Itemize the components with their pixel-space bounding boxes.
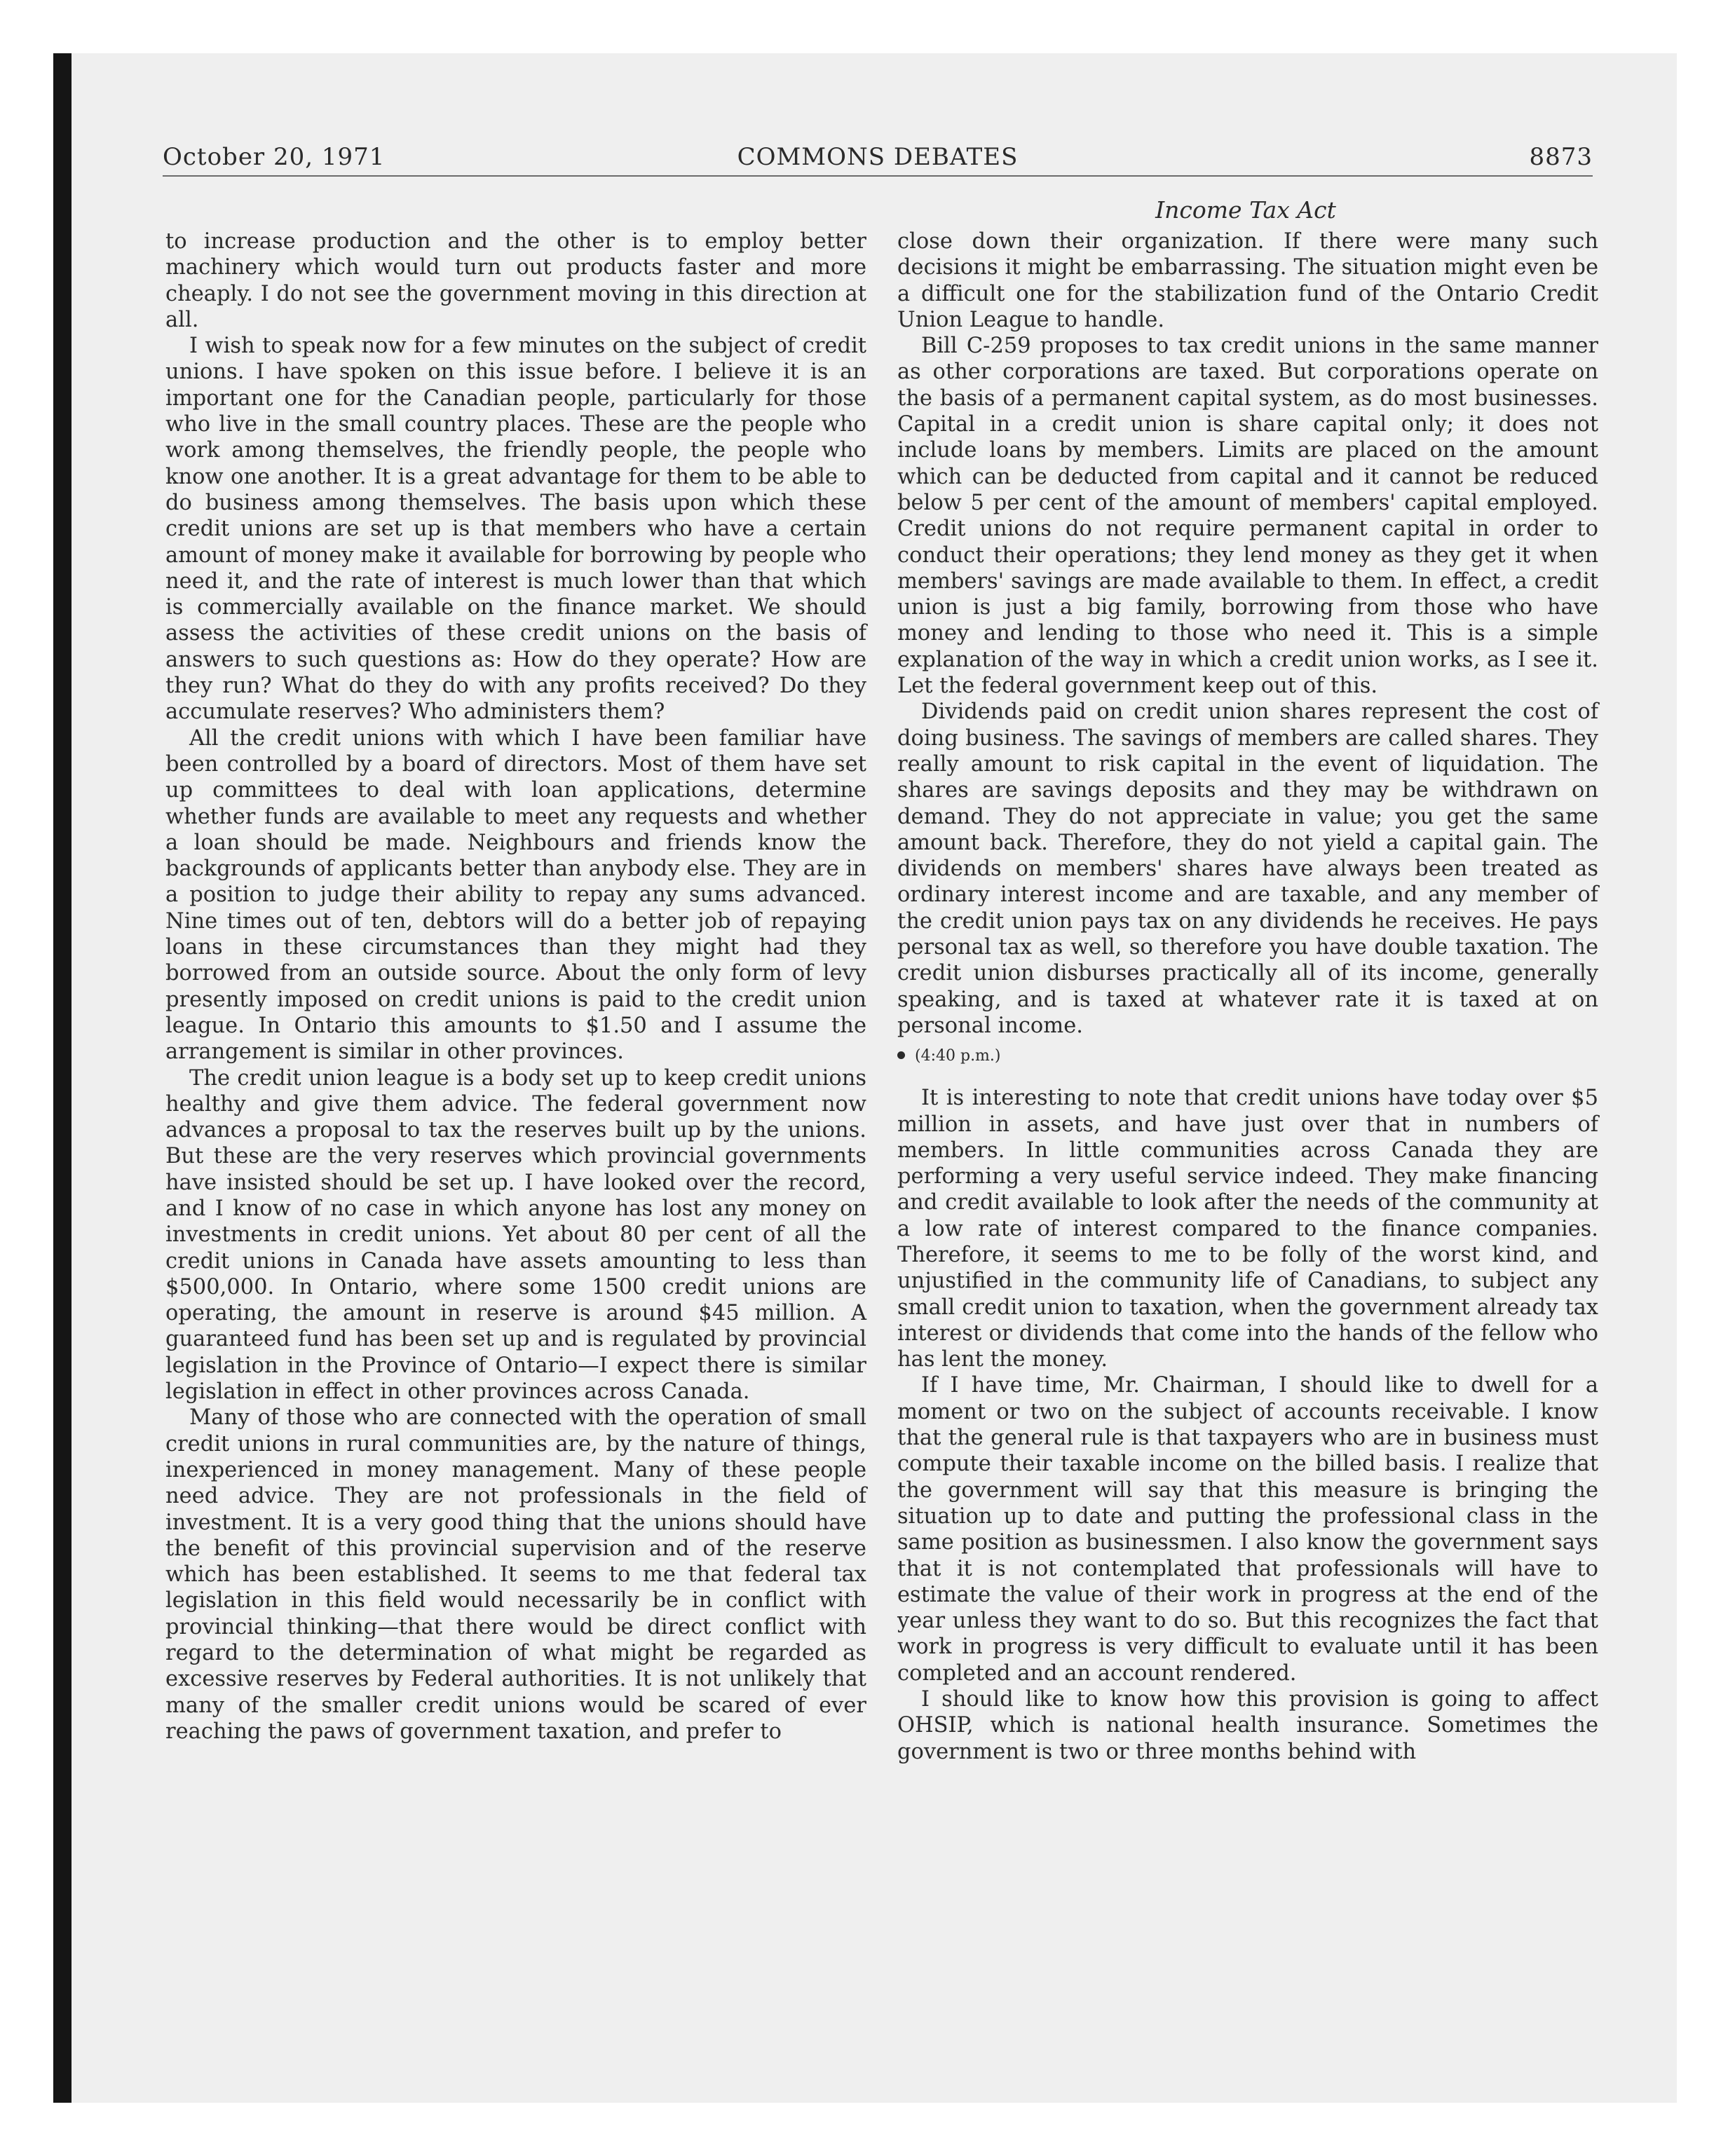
document-page — [72, 53, 1677, 2103]
paragraph: Dividends paid on credit union shares represent the cost of doing business. The savings of members are called shares. They really amount to risk capital in the event of liquidation. The shares are savings deposits and they may be withdrawn on demand. They do not appreciate in value; you get the same amount back. Therefore, they do not yield a capital gain. The dividends on members' shares have always been treated as ordinary interest income and are taxable, and any member of the credit union pays tax on any dividends he receives. He pays personal tax as well, so therefore you have double taxation. The credit union disburses practically all of its income, generally speaking, and is taxed at whatever rate it is taxed at on personal income. — [897, 700, 1598, 1038]
paragraph: The credit union league is a body set up to keep credit unions healthy and give them advice. The federal government now advances a proposal to tax the reserves built up by the unions. But these are the very reserves which provincial governments have insisted should be set up. I have looked over the record, and I know of no case in which anyone has lost any money on investments in credit unions. Yet about 80 per cent of all the credit unions in Canada have assets amounting to less than $500,000. In Ontario, where some 1500 credit unions are operating, the amount in reserve is around $45 million. A guaranteed fund has been set up and is regulated by provincial legislation in the Province of Ontario—I expect there is similar legislation in effect in other provinces across Canada. — [165, 1065, 866, 1405]
timestamp-marker — [897, 1046, 1598, 1067]
timestamp-text: (4:40 p.m.) — [915, 1047, 1001, 1065]
header-page-number: 8873 — [1529, 143, 1593, 171]
right-column — [897, 228, 1598, 1765]
paragraph: Bill C-259 proposes to tax credit unions in the same manner as other corporations are taxed. But corporations operate on the basis of a permanent capital system, as do most businesses. Capital in a credit union is share capital only; it does not include loans by members. Limits are placed on the amount which can be deducted from capital and it cannot be reduced below 5 per cent of the amount of members' capital employed. Credit unions do not require permanent capital in order to conduct their operations; they lend money as they get it when members' savings are made available to them. In effect, a credit union is just a big family, borrowing from those who have money and lending to those who need it. This is a simple explanation of the way in which a credit union works, as I see it. Let the federal government keep out of this. — [897, 334, 1598, 699]
section-title: Income Tax Act — [1155, 196, 1336, 224]
paragraph: If I have time, Mr. Chairman, I should like to dwell for a moment or two on the subject of accounts receivable. I know that the general rule is that taxpayers who are in business must compute their taxable income on the billed basis. I realize that the government will say that this measure is bringing the situation up to date and putting the professional class in the same position as businessmen. I also know the government says that it is not contemplated that professionals will have to estimate the value of their work in progress at the end of the year unless they want to do so. But this recognizes the fact that work in progress is very difficult to evaluate until it has been completed and an account rendered. — [897, 1373, 1598, 1686]
header-publication: COMMONS DEBATES — [737, 143, 1019, 171]
running-header — [163, 136, 1593, 177]
bullet-icon — [897, 1051, 905, 1059]
left-column — [165, 228, 866, 1745]
scan-edge — [53, 53, 72, 2103]
paragraph: I should like to know how this provision is going to affect OHSIP, which is national health insurance. Sometimes the government is two or three months behind with — [897, 1687, 1598, 1764]
paragraph: Many of those who are connected with the operation of small credit unions in rural communities are, by the nature of things, inexperienced in money management. Many of these people need advice. They are not professionals in the field of investment. It is a very good thing that the unions should have the benefit of this provincial supervision and of the reserve which has been established. It seems to me that federal tax legislation in this field would necessarily be in conflict with provincial thinking—that there would be direct conflict with regard to the determination of what might be regarded as excessive reserves by Federal authorities. It is not unlikely that many of the smaller credit unions would be scared of ever reaching the paws of government taxation, and prefer to — [165, 1405, 866, 1744]
header-date: October 20, 1971 — [163, 143, 386, 171]
paragraph: close down their organization. If there were many such decisions it might be embarrassing. The situation might even be a difficult one for the stabilization fund of the Ontario Credit Union League to handle. — [897, 229, 1598, 332]
paragraph: I wish to speak now for a few minutes on the subject of credit unions. I have spoken on this issue before. I believe it is an important one for the Canadian people, particularly for those who live in the small country places. These are the people who work among themselves, the friendly people, the people who know one another. It is a great advantage for them to be able to do business among themselves. The basis upon which these credit unions are set up is that members who have a certain amount of money make it available for borrowing by people who need it, and the rate of interest is much lower than that which is commercially available on the finance market. We should assess the activities of these credit unions on the basis of answers to such questions as: How do they operate? How are they run? What do they do with any profits received? Do they accumulate reserves? Who administers them? — [165, 334, 866, 725]
paragraph: It is interesting to note that credit unions have today over $5 million in assets, and have just over that in numbers of members. In little communities across Canada they are performing a very useful service indeed. They make financing and credit available to look after the needs of the community at a low rate of interest compared to the finance companies. Therefore, it seems to me to be folly of the worst kind, and unjustified in the community life of Canadians, to subject any small credit union to taxation, when the government already tax interest or dividends that come into the hands of the fellow who has lent the money. — [897, 1086, 1598, 1372]
paragraph: to increase production and the other is to employ better machinery which would turn out products faster and more cheaply. I do not see the government moving in this direction at all. — [165, 229, 866, 332]
paragraph: All the credit unions with which I have been familiar have been controlled by a board of directors. Most of them have set up committees to deal with loan applications, determine whether funds are available to meet any requests and whether a loan should be made. Neighbours and friends know the backgrounds of applicants better than anybody else. They are in a position to judge their ability to repay any sums advanced. Nine times out of ten, debtors will do a better job of repaying loans in these circumstances than they might had they borrowed from an outside source. About the only form of levy presently imposed on credit unions is paid to the credit union league. In Ontario this amounts to $1.50 and I assume the arrangement is similar in other provinces. — [165, 725, 866, 1065]
